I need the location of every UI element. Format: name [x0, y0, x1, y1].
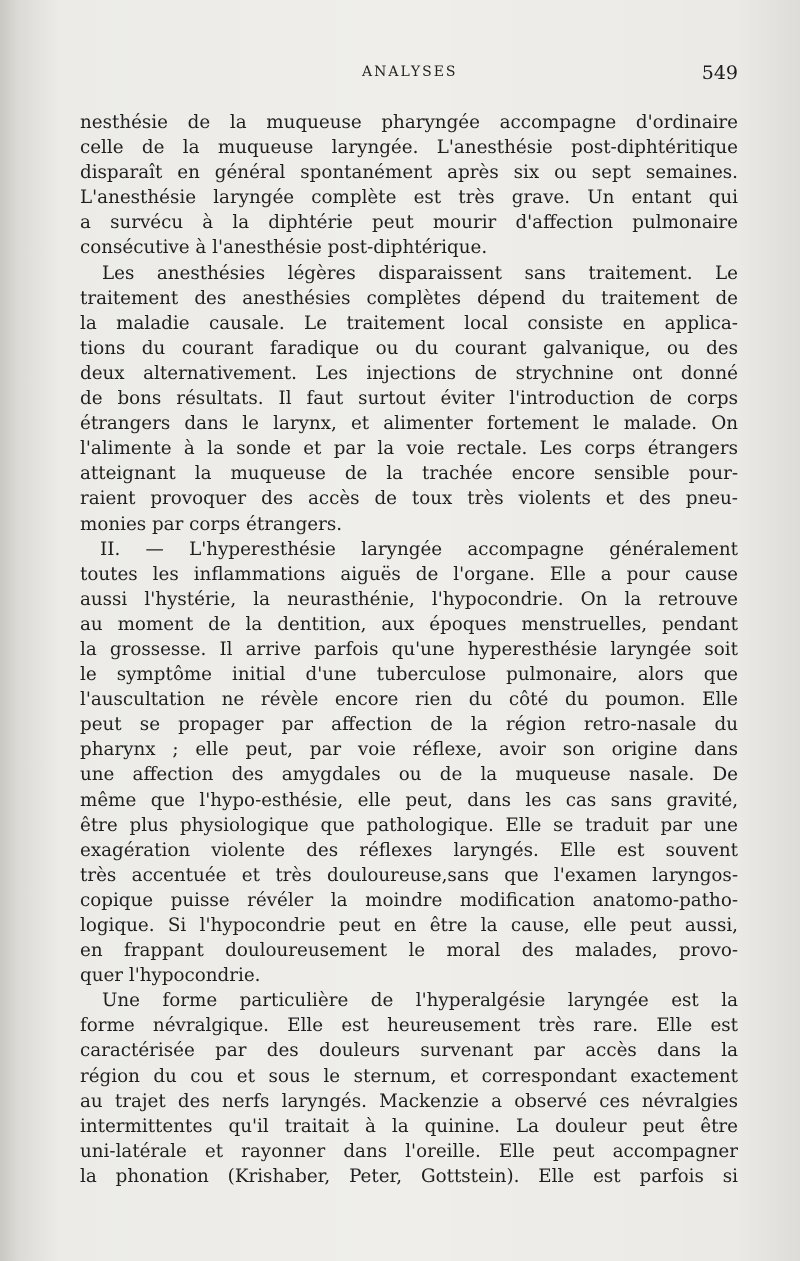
text-line: région du cou et sous le sternum, et correspondant exactement — [80, 1065, 738, 1087]
text-line: toutes les inflammations aiguës de l'organe. Elle a pour cause — [80, 563, 738, 585]
text-line: la phonation (Krishaber, Peter, Gottstein). Elle est parfois si — [80, 1165, 738, 1187]
text-line: consécutive à l'anesthésie post-diphtérique. — [80, 237, 488, 259]
text-line: tions du courant faradique ou du courant galvanique, ou des — [80, 337, 738, 359]
page-header — [0, 62, 800, 86]
text-line: quer l'hypocondrie. — [80, 965, 261, 987]
text-line: en frappant douloureusement le moral des malades, provo- — [80, 940, 738, 962]
body-text — [80, 110, 738, 1189]
text-line: très accentuée et très douloureuse,sans que l'examen laryngos- — [80, 864, 738, 886]
text-line: pharynx ; elle peut, par voie réflexe, avoir son origine dans — [80, 739, 738, 761]
text-line: L'anesthésie laryngée complète est très grave. Un entant qui — [80, 187, 738, 209]
text-line: copique puisse révéler la moindre modification anatomo-patho- — [80, 889, 738, 911]
text-line: au trajet des nerfs laryngés. Mackenzie a observé ces névralgies — [80, 1090, 738, 1112]
text-line: forme névralgique. Elle est heureusement très rare. Elle est — [80, 1015, 738, 1037]
text-line: l'alimente à la sonde et par la voie rectale. Les corps étrangers — [80, 438, 738, 460]
text-line: atteignant la muqueuse de la trachée encore sensible pour- — [80, 463, 738, 485]
text-line: aussi l'hystérie, la neurasthénie, l'hypocondrie. On la retrouve — [80, 588, 738, 610]
text-line: nesthésie de la muqueuse pharyngée accompagne d'ordinaire — [80, 112, 738, 133]
text-line: exagération violente des réflexes laryngés. Elle est souvent — [80, 839, 738, 861]
text-line: Les anesthésies légères disparaissent sans traitement. Le — [102, 262, 738, 284]
text-line: intermittentes qu'il traitait à la quinine. La douleur peut être — [80, 1115, 738, 1137]
text-line: la grossesse. Il arrive parfois qu'une hyperesthésie laryngée soit — [80, 638, 738, 660]
text-line: peut se propager par affection de la région retro-nasale du — [80, 714, 738, 736]
text-line: II. — L'hyperesthésie laryngée accompagne généralement — [100, 538, 738, 560]
text-line: une affection des amygdales ou de la muqueuse nasale. De — [80, 764, 738, 786]
text-line: monies par corps étrangers. — [80, 513, 343, 535]
text-line: au moment de la dentition, aux époques menstruelles, pendant — [80, 613, 738, 635]
text-line: disparaît en général spontanément après six ou sept semaines. — [80, 162, 738, 184]
text-line: caractérisée par des douleurs survenant par accès dans la — [80, 1040, 738, 1062]
text-line: le symptôme initial d'une tuberculose pulmonaire, alors que — [80, 664, 738, 686]
text-line: raient provoquer des accès de toux très violents et des pneu- — [80, 488, 738, 510]
text-line: deux alternativement. Les injections de strychnine ont donné — [80, 362, 738, 384]
text-line: étrangers dans le larynx, et alimenter fortement le malade. On — [80, 413, 738, 435]
page-number: 549 — [701, 62, 738, 84]
text-line: Une forme particulière de l'hyperalgésie laryngée est la — [102, 990, 738, 1012]
text-line: être plus physiologique que pathologique. Elle se traduit par une — [80, 814, 738, 836]
text-line: même que l'hypo-esthésie, elle peut, dans les cas sans gravité, — [80, 789, 738, 811]
text-line: la maladie causale. Le traitement local consiste en applica- — [80, 312, 738, 334]
text-line: uni-latérale et rayonner dans l'oreille. Elle peut accompagner — [80, 1140, 738, 1162]
text-line: logique. Si l'hypocondrie peut en être la cause, elle peut aussi, — [80, 915, 738, 936]
running-head: ANALYSES — [362, 64, 458, 80]
text-line: l'auscultation ne révèle encore rien du côté du poumon. Elle — [80, 689, 738, 711]
text-line: de bons résultats. Il faut surtout éviter l'introduction de corps — [80, 388, 738, 410]
text-line: a survécu à la diphtérie peut mourir d'affection pulmonaire — [80, 212, 738, 234]
text-line: traitement des anesthésies complètes dépend du traitement de — [80, 287, 738, 309]
text-line: celle de la muqueuse laryngée. L'anesthésie post-diphtéritique — [80, 137, 738, 159]
